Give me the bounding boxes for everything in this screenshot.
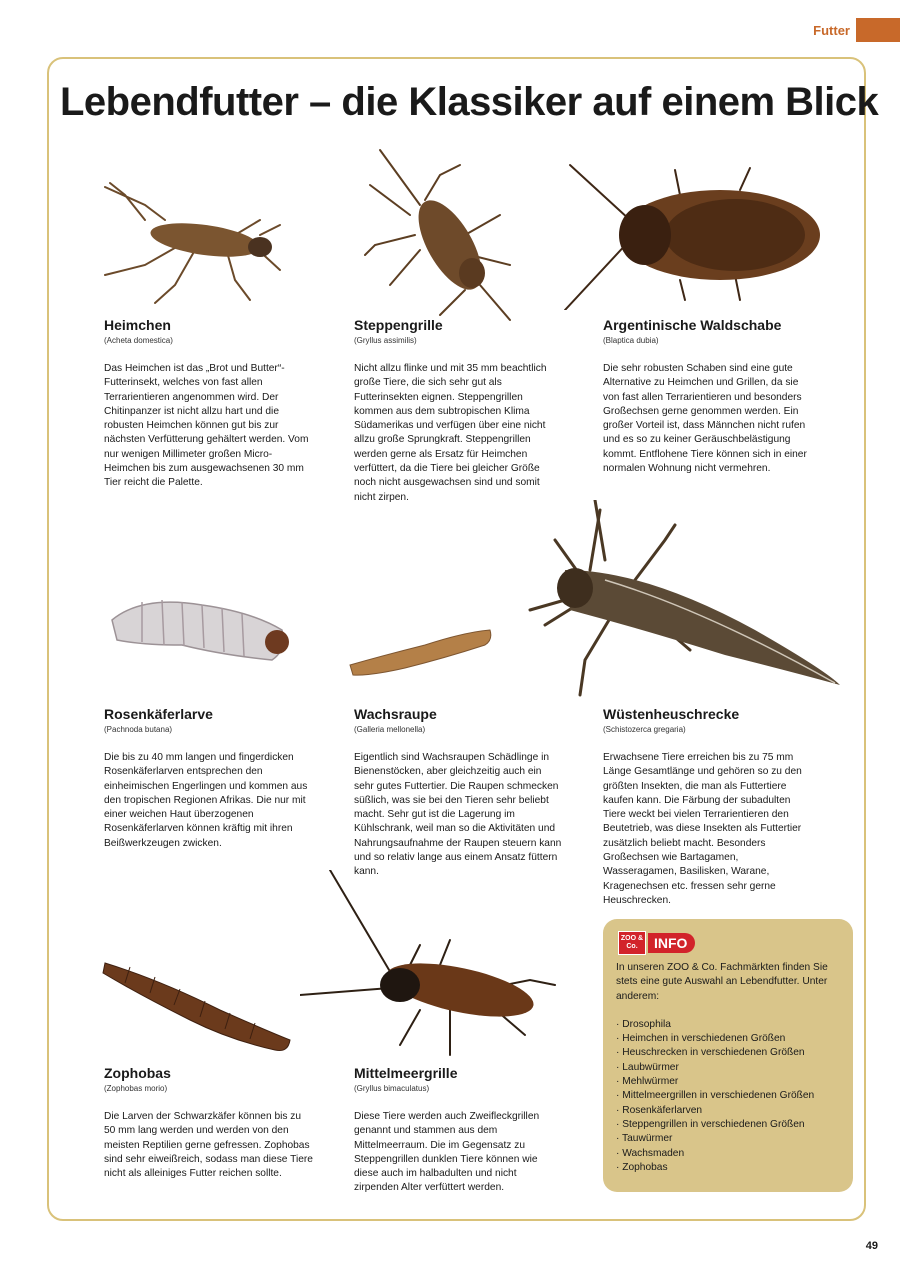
entry-description: Eigentlich sind Wachsraupen Schädlinge in Bienenstöcken, aber gleichzeitig auch ein sehr gutes Futtertier. Die Raupen schmecken süßlich, was sie bei den Tieren sehr beliebt macht. Sehr gut ist die Lagerung im Kühlschrank, weil man so die Aktivitäten und Nahrungsaufnahme der Raupen steuern kann und so relativ lange aus einem Ansatz füttern kann. [354,752,562,878]
entry-mittelmeergrille [354,1064,564,1196]
steppengrille-image [360,145,525,325]
heimchen-image [85,175,285,310]
entry-description: Das Heimchen ist das „Brot und Butter“-Futterinsekt, welches von fast allen Terrarientieren angenommen wird. Der Chitinpanzer ist nicht allzu hart und die robusten Heimchen können gut bis zur nächsten Verfütterung gehältert werden. Vom nur wenigen Millimeter großen Micro-Heimchen bis zum ausgewachsenen 30 mm Tier reicht die Palette. [104,363,309,489]
list-item: · Mittelmeergrillen in verschiedenen Größen [616,1089,843,1103]
entry-latin: (Gryllus bimaculatus) [354,1084,430,1093]
entry-title: Zophobas [104,1065,171,1081]
wuestenheuschrecke-image [525,500,845,700]
page-title-rest: – die Klassiker auf einem Blick [298,80,879,124]
entry-wachsraupe [354,705,564,880]
zoo-co-logo: ZOO & Co. [618,931,646,955]
info-badge: INFO [648,933,695,953]
entry-latin: (Pachnoda butana) [104,725,173,734]
entry-description: Die Larven der Schwarzkäfer können bis zu 50 mm lang werden und werden von den meisten Reptilien gerne gefressen. Zophobas sind sehr eiweißreich, sodass man diese Tiere nicht als alleiniges Futter reichen sollte. [104,1111,313,1180]
entry-description: Diese Tiere werden auch Zweifleckgrillen genannt und stammen aus dem Mittelmeerraum. Die im Gegensatz zu Steppengrillen dunklen Tiere können wie diese auch im halbadulten und nicht zirpenden Alter verfüttert werden. [354,1111,540,1194]
list-item: · Heuschrecken in verschiedenen Größen [616,1046,843,1060]
entry-description: Die bis zu 40 mm langen und fingerdicken Rosenkäferlarven entsprechen den einheimischen Engerlingen und kommen aus den tropischen Regionen Afrikas. Die nur mit einer weichen Haut überzogenen Rosenkäferlarven können kräftig mit ihren Beißwerkzeugen zwicken. [104,752,308,849]
entry-wuestenheuschrecke [603,705,813,908]
entry-title: Mittelmeergrille [354,1065,458,1081]
info-header [618,931,695,955]
list-item: · Wachsmaden [616,1147,843,1161]
list-item: · Mehlwürmer [616,1075,843,1089]
entry-title: Steppengrille [354,317,443,333]
entry-description: Nicht allzu flinke und mit 35 mm beachtlich große Tiere, die sich sehr gut als Futterinsekten eignen. Steppengrillen kommen aus dem subtropischen Klima Südamerikas und verfügen über eine nicht allzu große Sprungkraft. Steppengrillen werden gerne als Ersatz für Heimchen verfüttert, da die Tiere bei gleicher Größe noch nicht ausgewachsen sind und somit nicht zirpen. [354,363,547,503]
list-item: · Tauwürmer [616,1132,843,1146]
entry-title: Wüstenheuschrecke [603,706,740,722]
list-item: · Heimchen in verschiedenen Größen [616,1032,843,1046]
entry-steppengrille [354,316,564,505]
list-item: · Drosophila [616,1018,843,1032]
entry-title: Heimchen [104,317,171,333]
waldschabe-image [560,160,825,310]
entry-latin: (Acheta domestica) [104,336,173,345]
entry-latin: (Blaptica dubia) [603,336,659,345]
wachsraupe-image [345,620,495,680]
entry-title: Rosenkäferlarve [104,706,213,722]
entry-latin: (Zophobas morio) [104,1084,168,1093]
entry-description: Erwachsene Tiere erreichen bis zu 75 mm Länge Gesamtlänge und gehören so zu den größten Insekten, die man als Futtertiere kaufen kann. Die Färbung der subadulten Tiere weckt bei vielen Terrarientieren den Beutetrieb, was diese Insekten als Futtertier zusätzlich beliebt macht. Besonders Großechsen wie Bartagamen, Wasseragamen, Basilisken, Warane, Kragenechsen etc. fressen sehr gerne Heuschrecken. [603,752,802,906]
entry-title: Wachsraupe [354,706,437,722]
page-number: 49 [865,1240,878,1252]
rosenkaeferlarve-image [102,590,292,670]
section-tab-bar [856,18,900,42]
entry-description: Die sehr robusten Schaben sind eine gute Alternative zu Heimchen und Grillen, da sie von fast allen Terrarientieren und besonders Großechsen gerne genommen werden. Ein großer Vorteil ist, dass Männchen nicht rufen und es so zu keiner Geräuschbelästigung kommt. Entflohene Tiere können sich in einer normalen Wohnung nicht vermehren. [603,363,807,475]
mittelmeergrille-image [300,870,560,1060]
info-list [616,1018,843,1175]
entry-latin: (Galleria mellonella) [354,725,426,734]
entry-zophobas [104,1064,314,1181]
section-tab [813,18,900,42]
entry-title: Argentinische Waldschabe [603,317,782,333]
list-item: · Zophobas [616,1161,843,1175]
entry-waldschabe [603,316,813,476]
info-intro: In unseren ZOO & Co. Fachmärkten finden Sie stets eine gute Auswahl an Lebendfutter. Unter anderem: [616,962,828,1002]
page-title-bold: Lebendfutter [60,80,299,124]
zophobas-image [100,955,295,1055]
section-tab-label: Futter [813,22,850,38]
page-title [60,78,878,126]
entry-latin: (Gryllus assimilis) [354,336,417,345]
entry-heimchen [104,316,314,491]
entry-rosenkaeferlarve [104,705,314,851]
list-item: · Steppengrillen in verschiedenen Größen [616,1118,843,1132]
info-box [603,919,853,1192]
entry-latin: (Schistozerca gregaria) [603,725,686,734]
list-item: · Rosenkäferlarven [616,1104,843,1118]
list-item: · Laubwürmer [616,1061,843,1075]
